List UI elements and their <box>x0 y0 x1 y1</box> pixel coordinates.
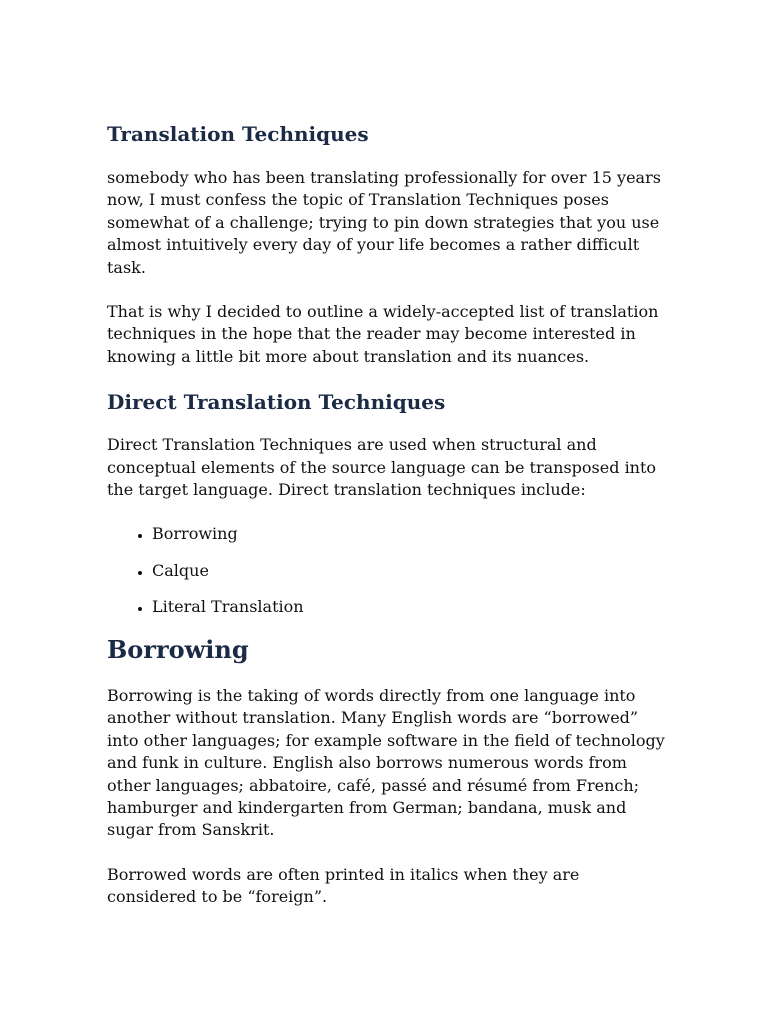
heading-direct-translation-techniques: Direct Translation Techniques <box>107 390 446 415</box>
intro-paragraph-2: That is why I decided to outline a widely-accepted list of translation techniques in the hope that the reader may become interested in knowing a little bit more about translation and its nuances. <box>107 302 659 366</box>
borrowing-paragraph-1: Borrowing is the taking of words directly from one language into another without translation. Many English words are “borrowed” into other languages; for example software in the field of technology and funk in culture. English also borrows numerous words from other languages; abbatoire, café, passé and résumé from French; hamburger and kindergarten from German; bandana, musk and sugar from Sanskrit. <box>107 685 665 840</box>
technique-list <box>107 523 667 618</box>
heading-borrowing: Borrowing <box>107 634 249 664</box>
intro-paragraph-1: somebody who has been translating professionally for over 15 years now, I must confess the topic of Translation Techniques poses somewhat of a challenge; trying to pin down strategies that you use almost intuitively every day of your life becomes a rather difficult task. <box>107 168 661 277</box>
list-item: • Borrowing <box>152 523 667 545</box>
list-item: • Calque <box>152 560 667 582</box>
direct-techniques-paragraph: Direct Translation Techniques are used when structural and conceptual elements of the source language can be transposed into the target language. Direct translation techniques include: <box>107 435 657 500</box>
list-item: • Literal Translation <box>152 596 667 618</box>
borrowing-paragraph-2: Borrowed words are often printed in italics when they are considered to be “foreign”. <box>107 864 580 907</box>
heading-translation-techniques: Translation Techniques <box>107 122 369 146</box>
document-body <box>107 120 667 909</box>
